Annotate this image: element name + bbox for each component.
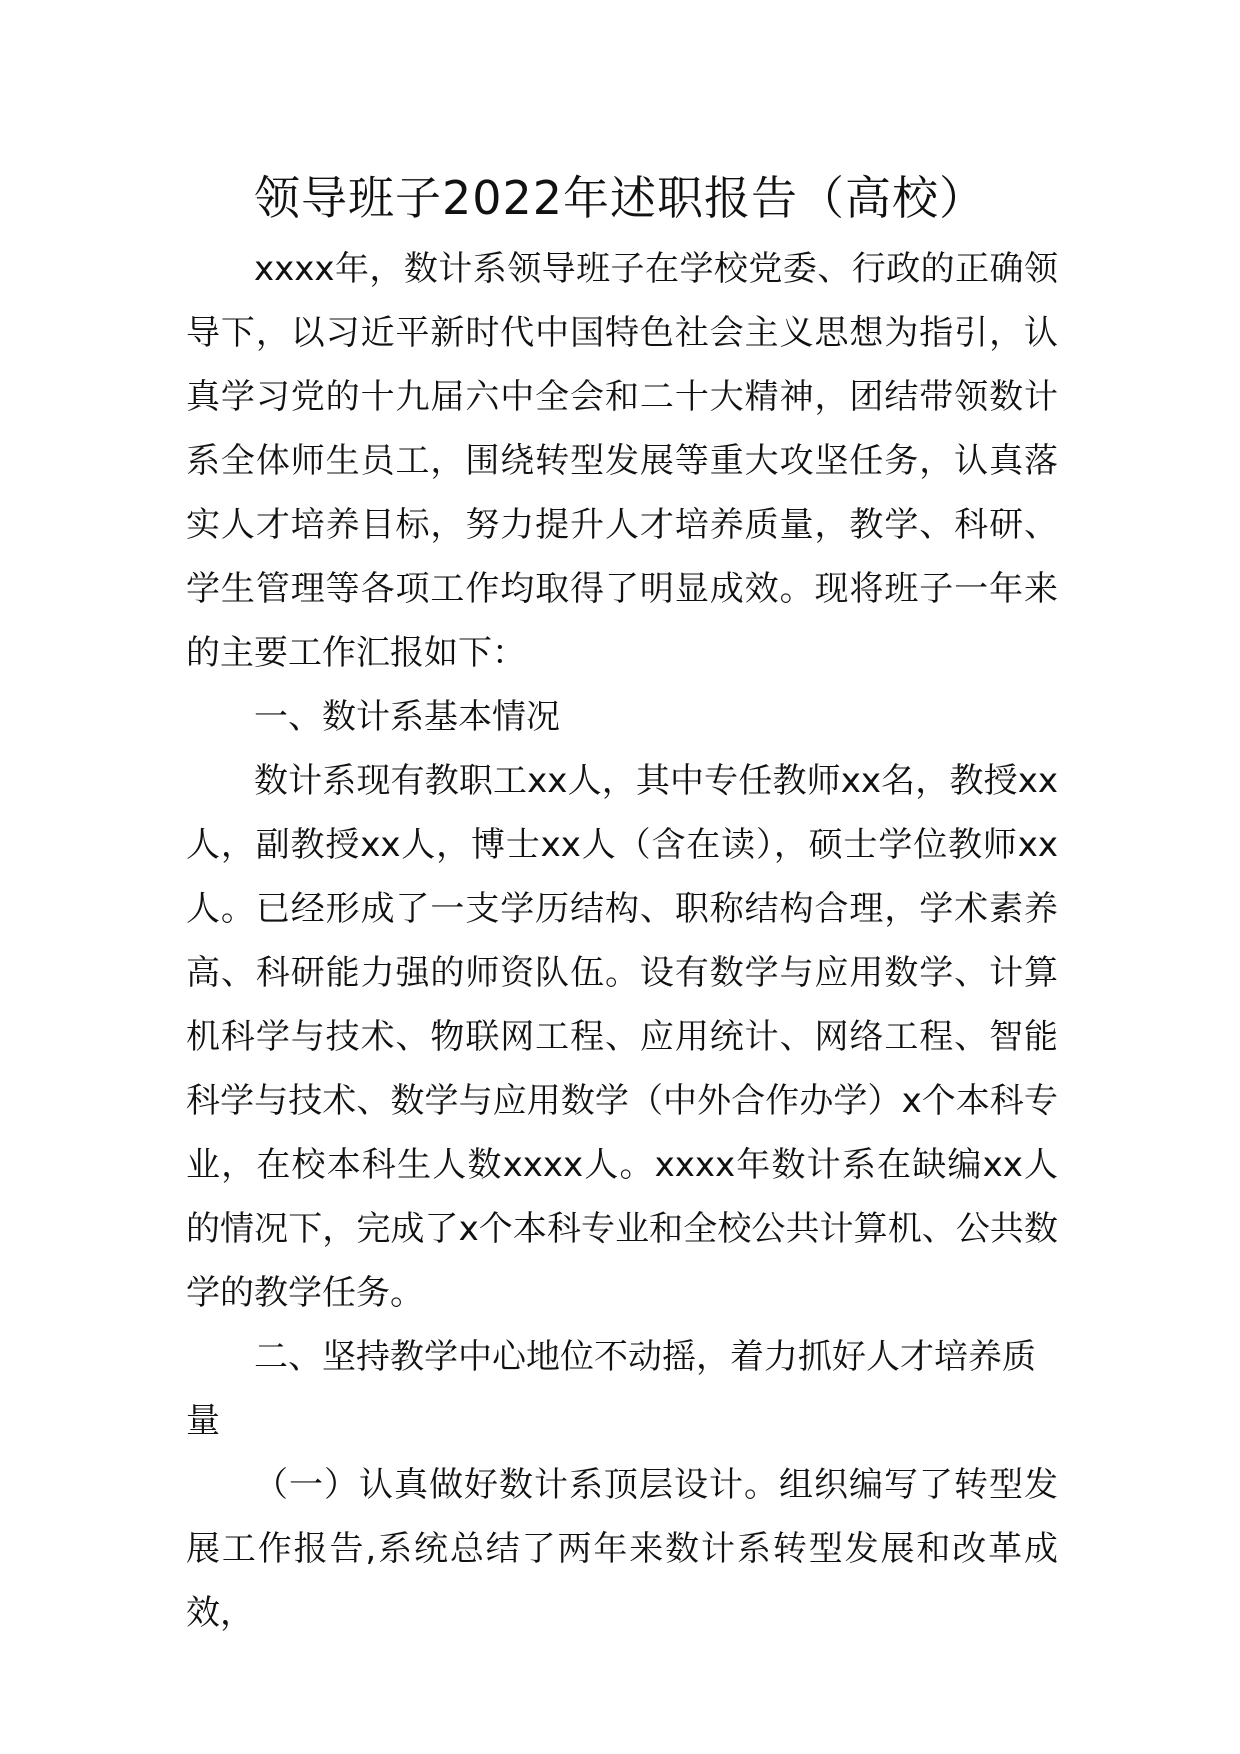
basic-info-paragraph: 数计系现有教职工xx人，其中专任教师xx名，教授xx人，副教授xx人，博士xx人（含在读），硕士学位教师xx人。已经形成了一支学历结构、职称结构合理，学术素养高、科研能力强的师资队伍。设有数学与应用数学、计算机科学与技术、物联网工程、应用统计、网络工程、智能科学与技术、数学与应用数学（中外合作办学）x个本科专业，在校本科生人数xxxx人。xxxx年数计系在缺编xx人的情况下，完成了x个本科专业和全校公共计算机、公共数学的教学任务。 [186,761,1058,1313]
top-level-design-paragraph: （一）认真做好数计系顶层设计。组织编写了转型发展工作报告,系统总结了两年来数计系转型发展和改革成效， [186,1465,1058,1633]
section-heading-teaching: 二、坚持教学中心地位不动摇，着力抓好人才培养质量 [186,1337,1036,1441]
intro-paragraph: xxxx年，数计系领导班子在学校党委、行政的正确领导下，以习近平新时代中国特色社会主义思想为指引，认真学习党的十九届六中全会和二十大精神，团结带领数计系全体师生员工，围绕转型发展等重大攻坚任务，认真落实人才培养目标，努力提升人才培养质量，教学、科研、学生管理等各项工作均取得了明显成效。现将班子一年来的主要工作汇报如下： [186,249,1058,673]
document-title: 领导班子2022年述职报告（高校） [253,171,987,225]
document-body [186,237,1058,1645]
section-heading-basic-info: 一、数计系基本情况 [254,697,560,737]
